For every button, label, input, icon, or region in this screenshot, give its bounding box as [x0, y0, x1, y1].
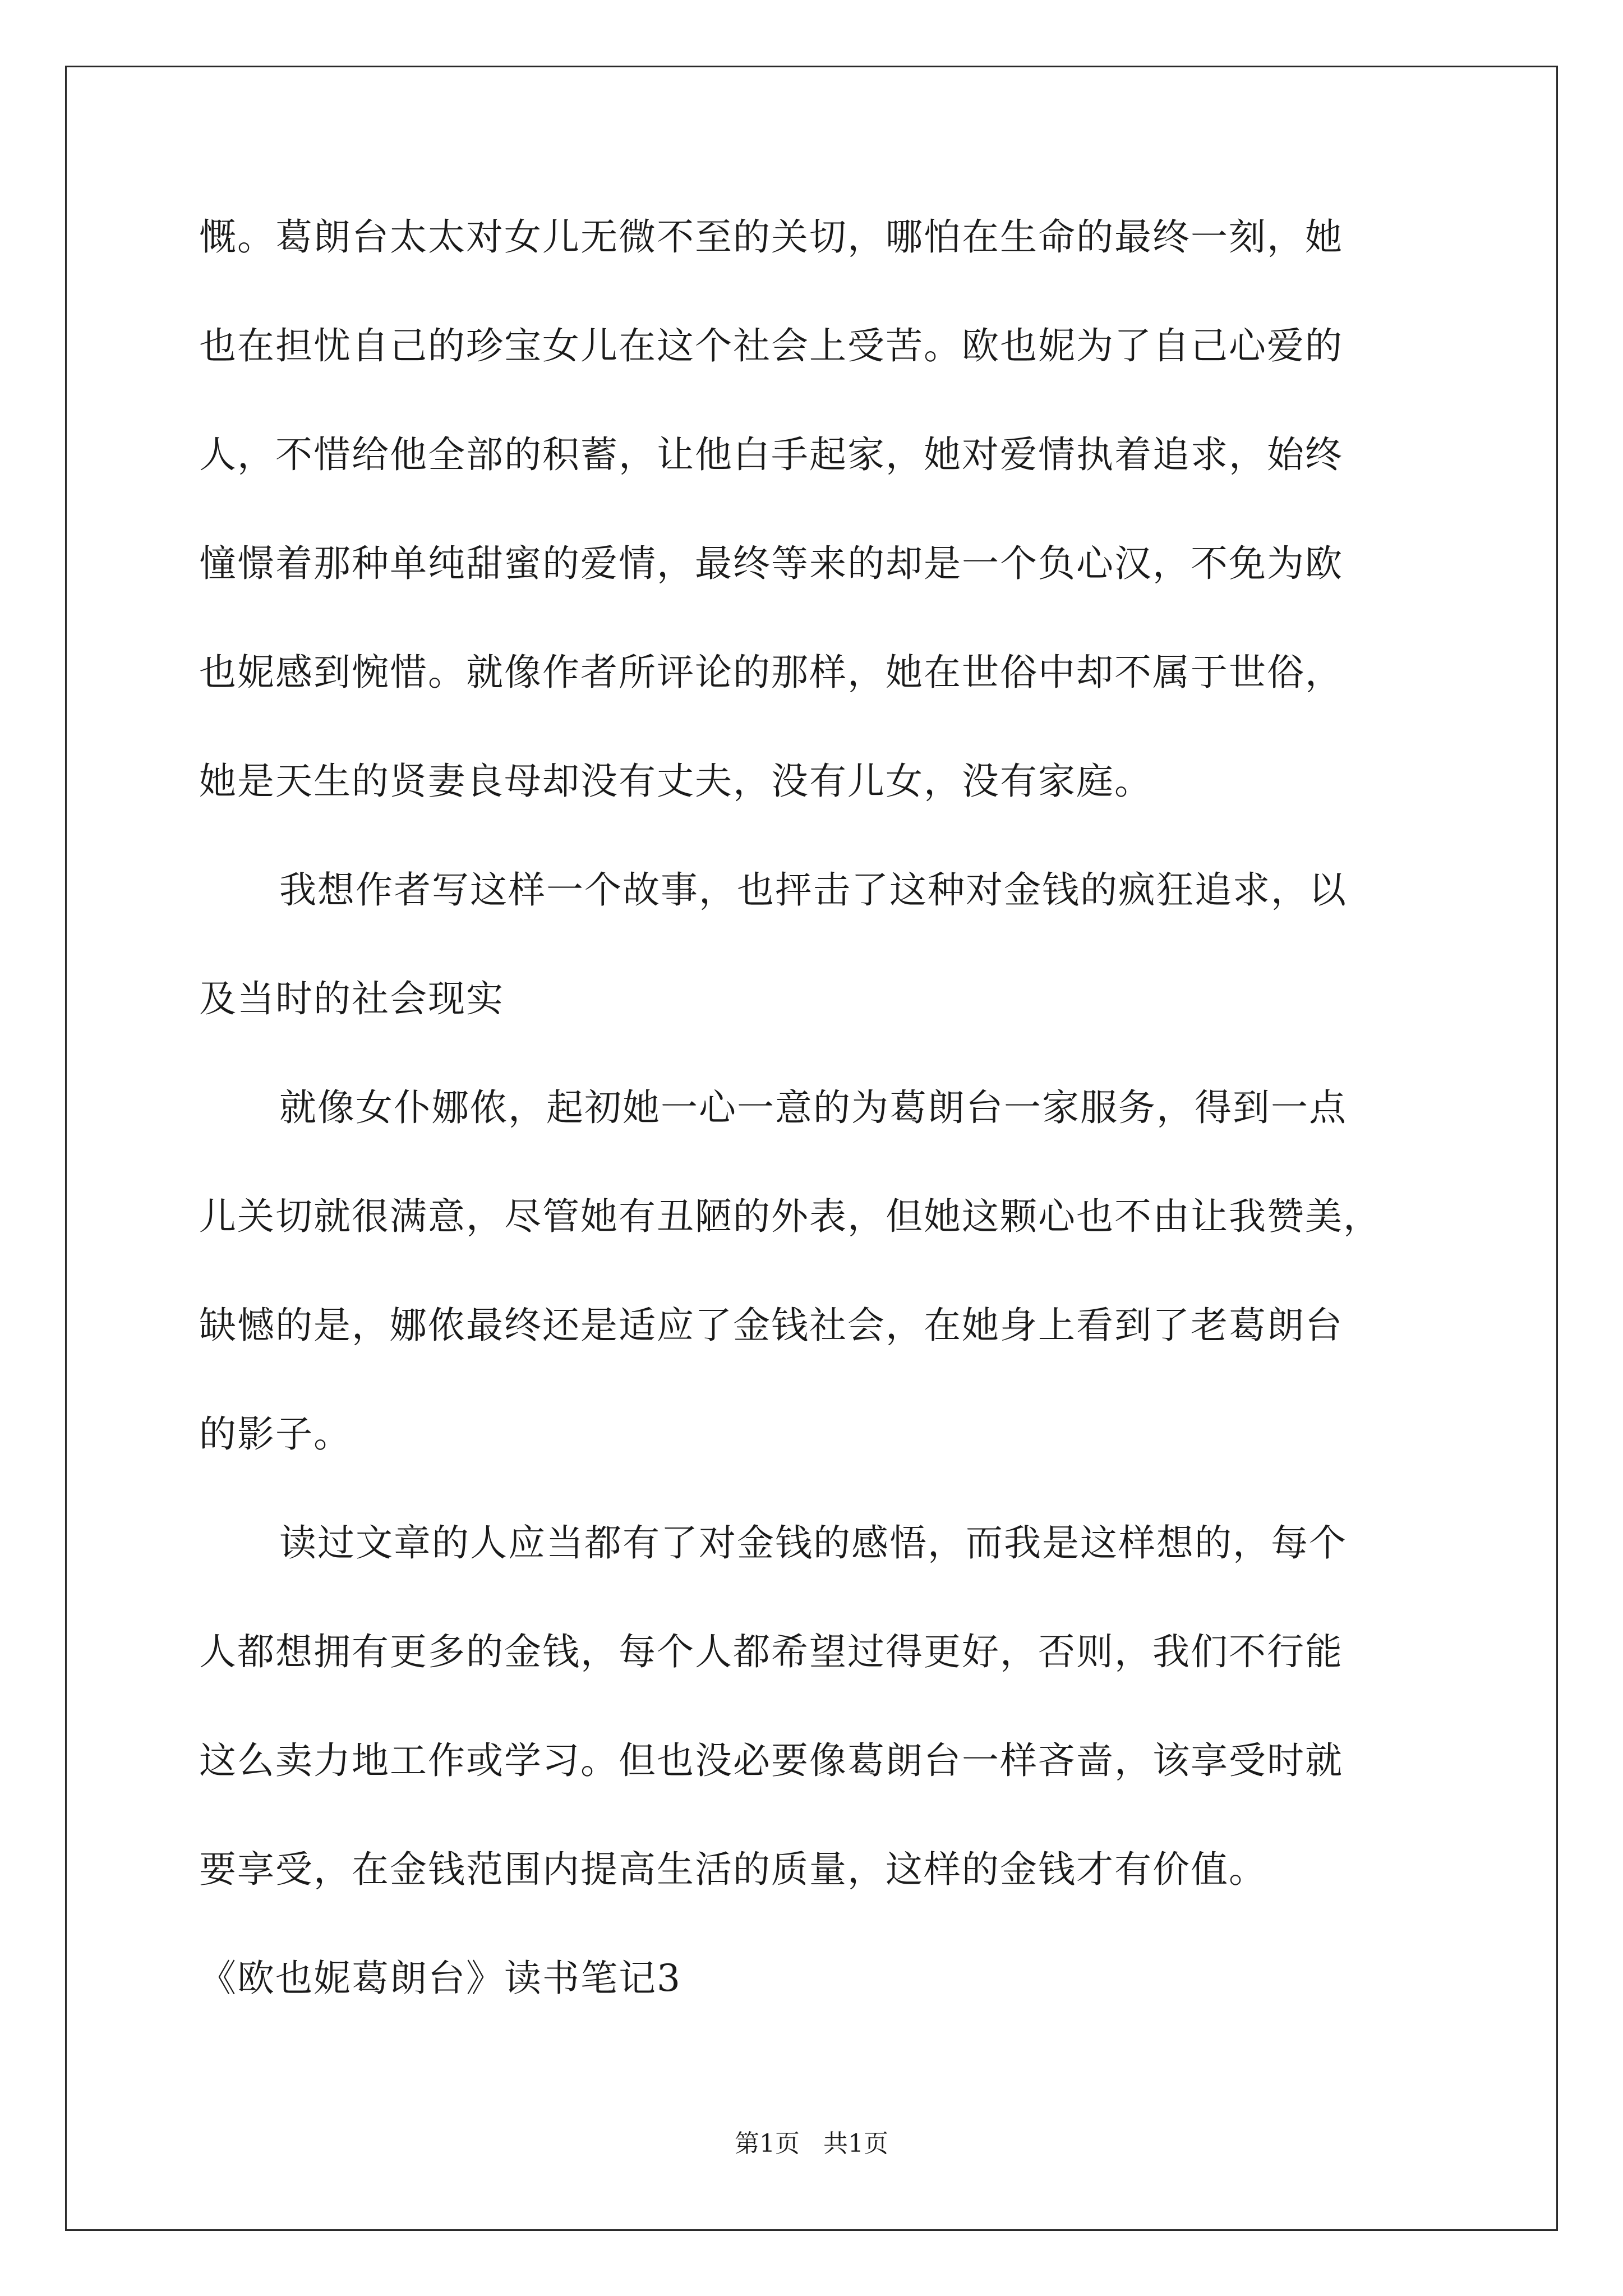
body-line-11: 缺憾的是，娜侬最终还是适应了金钱社会，在她身上看到了老葛朗台 [199, 1304, 1343, 1347]
paragraph-start-line: 读过文章的人应当都有了对金钱的感悟，而我是这样想的，每个 [279, 1521, 1347, 1565]
body-line-5: 也妮感到惋惜。就像作者所评论的那样，她在世俗中却不属于世俗， [199, 651, 1343, 694]
body-line-15: 这么卖力地工作或学习。但也没必要像葛朗台一样吝啬，该享受时就 [199, 1739, 1343, 1782]
body-line-4: 憧憬着那种单纯甜蜜的爱情，最终等来的却是一个负心汉，不免为欧 [199, 542, 1343, 585]
body-line-12: 的影子。 [199, 1412, 352, 1456]
body-line-8: 及当时的社会现实 [199, 977, 504, 1020]
body-line-6: 她是天生的贤妻良母却没有丈夫，没有儿女，没有家庭。 [199, 760, 1152, 803]
body-line-14: 人都想拥有更多的金钱，每个人都希望过得更好，否则，我们不行能 [199, 1630, 1343, 1673]
page-footer: 第1页 共1页 [735, 2129, 888, 2158]
body-line-3: 人，不惜给他全部的积蓄，让他白手起家，她对爱情执着追求，始终 [199, 433, 1343, 476]
section-heading: 《欧也妮葛朗台》读书笔记3 [199, 1957, 681, 2000]
paragraph-start-line: 我想作者写这样一个故事，也抨击了这种对金钱的疯狂追求，以 [279, 868, 1347, 912]
body-line-2: 也在担忧自己的珍宝女儿在这个社会上受苦。欧也妮为了自己心爱的 [199, 324, 1343, 367]
paragraph-start-line: 就像女仆娜侬，起初她一心一意的为葛朗台一家服务，得到一点 [279, 1086, 1347, 1129]
body-line-16: 要享受，在金钱范围内提高生活的质量，这样的金钱才有价值。 [199, 1848, 1267, 1891]
body-line-10: 儿关切就很满意，尽管她有丑陋的外表，但她这颗心也不由让我赞美， [199, 1195, 1381, 1238]
body-line-1: 慨。葛朗台太太对女儿无微不至的关切，哪怕在生命的最终一刻，她 [199, 215, 1343, 259]
document-body [199, 215, 1433, 2069]
